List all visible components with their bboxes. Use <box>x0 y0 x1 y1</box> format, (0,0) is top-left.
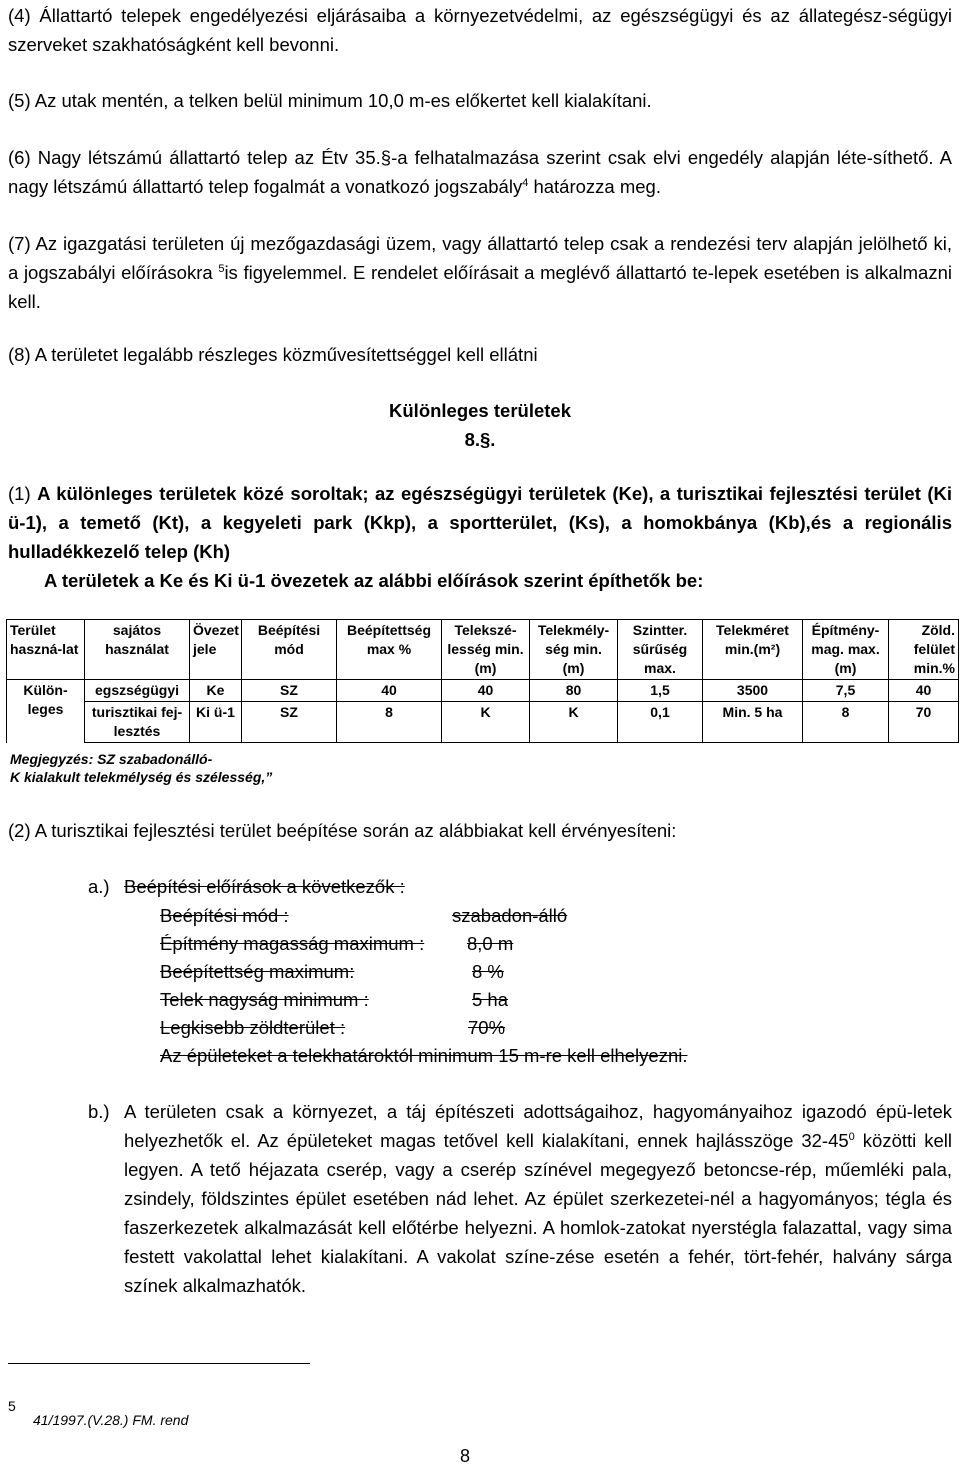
rule-label: Legkisebb zöldterület : <box>160 1017 346 1038</box>
footnote-divider <box>8 1363 310 1364</box>
table-cell: 7,5 <box>803 680 889 702</box>
table-cell: 40 <box>337 680 442 702</box>
rule-value: 5 ha <box>472 989 509 1010</box>
table-header-cell: Terület haszná-lat <box>7 620 85 680</box>
table-cell: 8 <box>337 702 442 743</box>
section-1-subline: A területek a Ke és Ki ü-1 övezetek az alábbi előírások szerint építhetők be: <box>44 570 704 591</box>
table-cell: 40 <box>442 680 530 702</box>
paragraph-8: (8) A területet legalább részleges közművesítettséggel kell ellátni <box>8 344 538 365</box>
table-cell: 0,1 <box>618 702 703 743</box>
paragraph-4: (4) Állattartó telepek engedélyezési eljárásaiba a környezetvédelmi, az egészségügyi és az állategész-ségügyi szerveket szakhatóságként kell bevonni. <box>8 5 952 55</box>
table-cell: SZ <box>242 702 337 743</box>
footnote-number: 5 <box>8 1398 16 1414</box>
rule-value: szabadon-álló <box>452 905 568 926</box>
page-number: 8 <box>460 1446 471 1466</box>
list-a-heading: Beépítési előírások a következők : <box>124 876 405 897</box>
table-cell: 8 <box>803 702 889 743</box>
table-header-cell: Zöld. felület min.% <box>889 620 959 680</box>
list-a-label: a.) <box>88 876 110 897</box>
table-group-label: Külön-leges <box>7 680 85 743</box>
rule-last: Az épületeket a telekhatároktól minimum 15 m-re kell elhelyezni. <box>160 1045 688 1066</box>
table-cell: Ki ü-1 <box>190 702 242 743</box>
table-header-cell: Övezet jele <box>190 620 242 680</box>
table-header-cell: Beépítési mód <box>242 620 337 680</box>
table-header-cell: Építmény-mag. max.(m) <box>803 620 889 680</box>
table-note-1: Megjegyzés: SZ szabadonálló- <box>10 751 213 767</box>
table-note-2: K kialakult telekmélység és szélesség,” <box>10 769 273 785</box>
table-header-row <box>7 620 959 680</box>
rule-value: 70% <box>468 1017 506 1038</box>
footnote-ref-5: 5 <box>218 262 225 275</box>
table-cell: 3500 <box>703 680 803 702</box>
table-row <box>7 680 959 702</box>
table-cell: Ke <box>190 680 242 702</box>
table-cell: egszségügyi <box>85 680 190 702</box>
table-cell: 40 <box>889 680 959 702</box>
rule-label: Telek nagyság minimum : <box>160 989 369 1010</box>
table-header-cell: Telekmély-ség min. (m) <box>530 620 618 680</box>
rule-label: Beépítési mód : <box>160 905 289 926</box>
footnote-ref-4: 4 <box>522 176 529 189</box>
rule-label: Beépítettség maximum: <box>160 961 355 982</box>
table-cell: Min. 5 ha <box>703 702 803 743</box>
degree-superscript: 0 <box>848 1130 855 1143</box>
table-cell: SZ <box>242 680 337 702</box>
table-cell: 70 <box>889 702 959 743</box>
table-cell: K <box>442 702 530 743</box>
zoning-table <box>6 619 959 743</box>
table-header-cell: Beépítettség max % <box>337 620 442 680</box>
rule-value: 8 % <box>472 961 504 982</box>
paragraph-7: (7) Az igazgatási területen új mezőgazdasági üzem, vagy állattartó telep csak a rendezési terv alapján jelölhető ki, a jogszabályi előírásokra $^5$is figyelemmel. E rendelet előírásait a meglévő állattartó te-lepek esetében is alkalmazni kell. <box>8 233 952 312</box>
table-header-cell: Telekméret min.(m²) <box>703 620 803 680</box>
list-b-text: A területen csak a környezet, a táj építészeti adottságaihoz, hagyományaihoz igazodó épü-letek helyezhetők el. Az épületeket magas tetővel kell kialakítani, ennek hajlásszöge $32-45^0$ közötti kell legyen. A tető héjazata cserép, vagy a cserép színével megegyező betoncse-rép, műemléki pala, zsindely, földszintes épület esetében nád lehet. Az épület szerkezetei-nél a hagyományos; tégla és faszerkezetek alkalmazását kell előtérbe helyezni. A homlok-zatokat nyerstégla falazattal, vagy sima festett vakolattal lehet kialakítani. A vakolat színe-zése esetén a fehér, tört-fehér, halvány sárga színek alkalmazhatók. <box>124 1101 952 1296</box>
table-header-cell: Szintter. sűrűség max. <box>618 620 703 680</box>
paragraph-5: (5) Az utak mentén, a telken belül minimum 10,0 m-es előkertet kell kialakítani. <box>8 90 652 111</box>
table-cell: 80 <box>530 680 618 702</box>
footnote-text: 41/1997.(V.28.) FM. rend <box>33 1412 189 1428</box>
list-b-label: b.) <box>88 1101 110 1122</box>
table-cell: 1,5 <box>618 680 703 702</box>
section-title: Különleges területek <box>389 400 571 421</box>
table-cell: turisztikai fej-lesztés <box>85 702 190 743</box>
table-header-cell: sajátos használat <box>85 620 190 680</box>
rule-value: 8,0 m <box>467 933 514 954</box>
table-header-cell: Telekszé-lesség min. (m) <box>442 620 530 680</box>
section-1-paragraph: (1) A különleges területek közé soroltak; az egészségügyi területek (Ke), a turisztikai fejlesztési terület (Ki ü-1), a temető (Kt), a kegyeleti park (Kkp), a sportterület, (Ks), a homokbánya (Kb),és a regionális hulladékkezelő telep (Kh) <box>8 483 952 562</box>
paragraph-6: (6) Nagy létszámú állattartó telep az Étv 35.§-a felhatalmazása szerint csak elvi engedély alapján léte-síthető. A nagy létszámú állattartó telep fogalmát a vonatkozó jogszabály$^4$ határozza meg. <box>8 147 952 197</box>
table-cell: K <box>530 702 618 743</box>
table-row <box>7 702 959 743</box>
section-number: 8.§. <box>464 429 496 450</box>
section-2-paragraph: (2) A turisztikai fejlesztési terület beépítése során az alábbiakat kell érvényesíteni: <box>8 820 677 841</box>
rule-label: Építmény magasság maximum : <box>160 933 425 954</box>
